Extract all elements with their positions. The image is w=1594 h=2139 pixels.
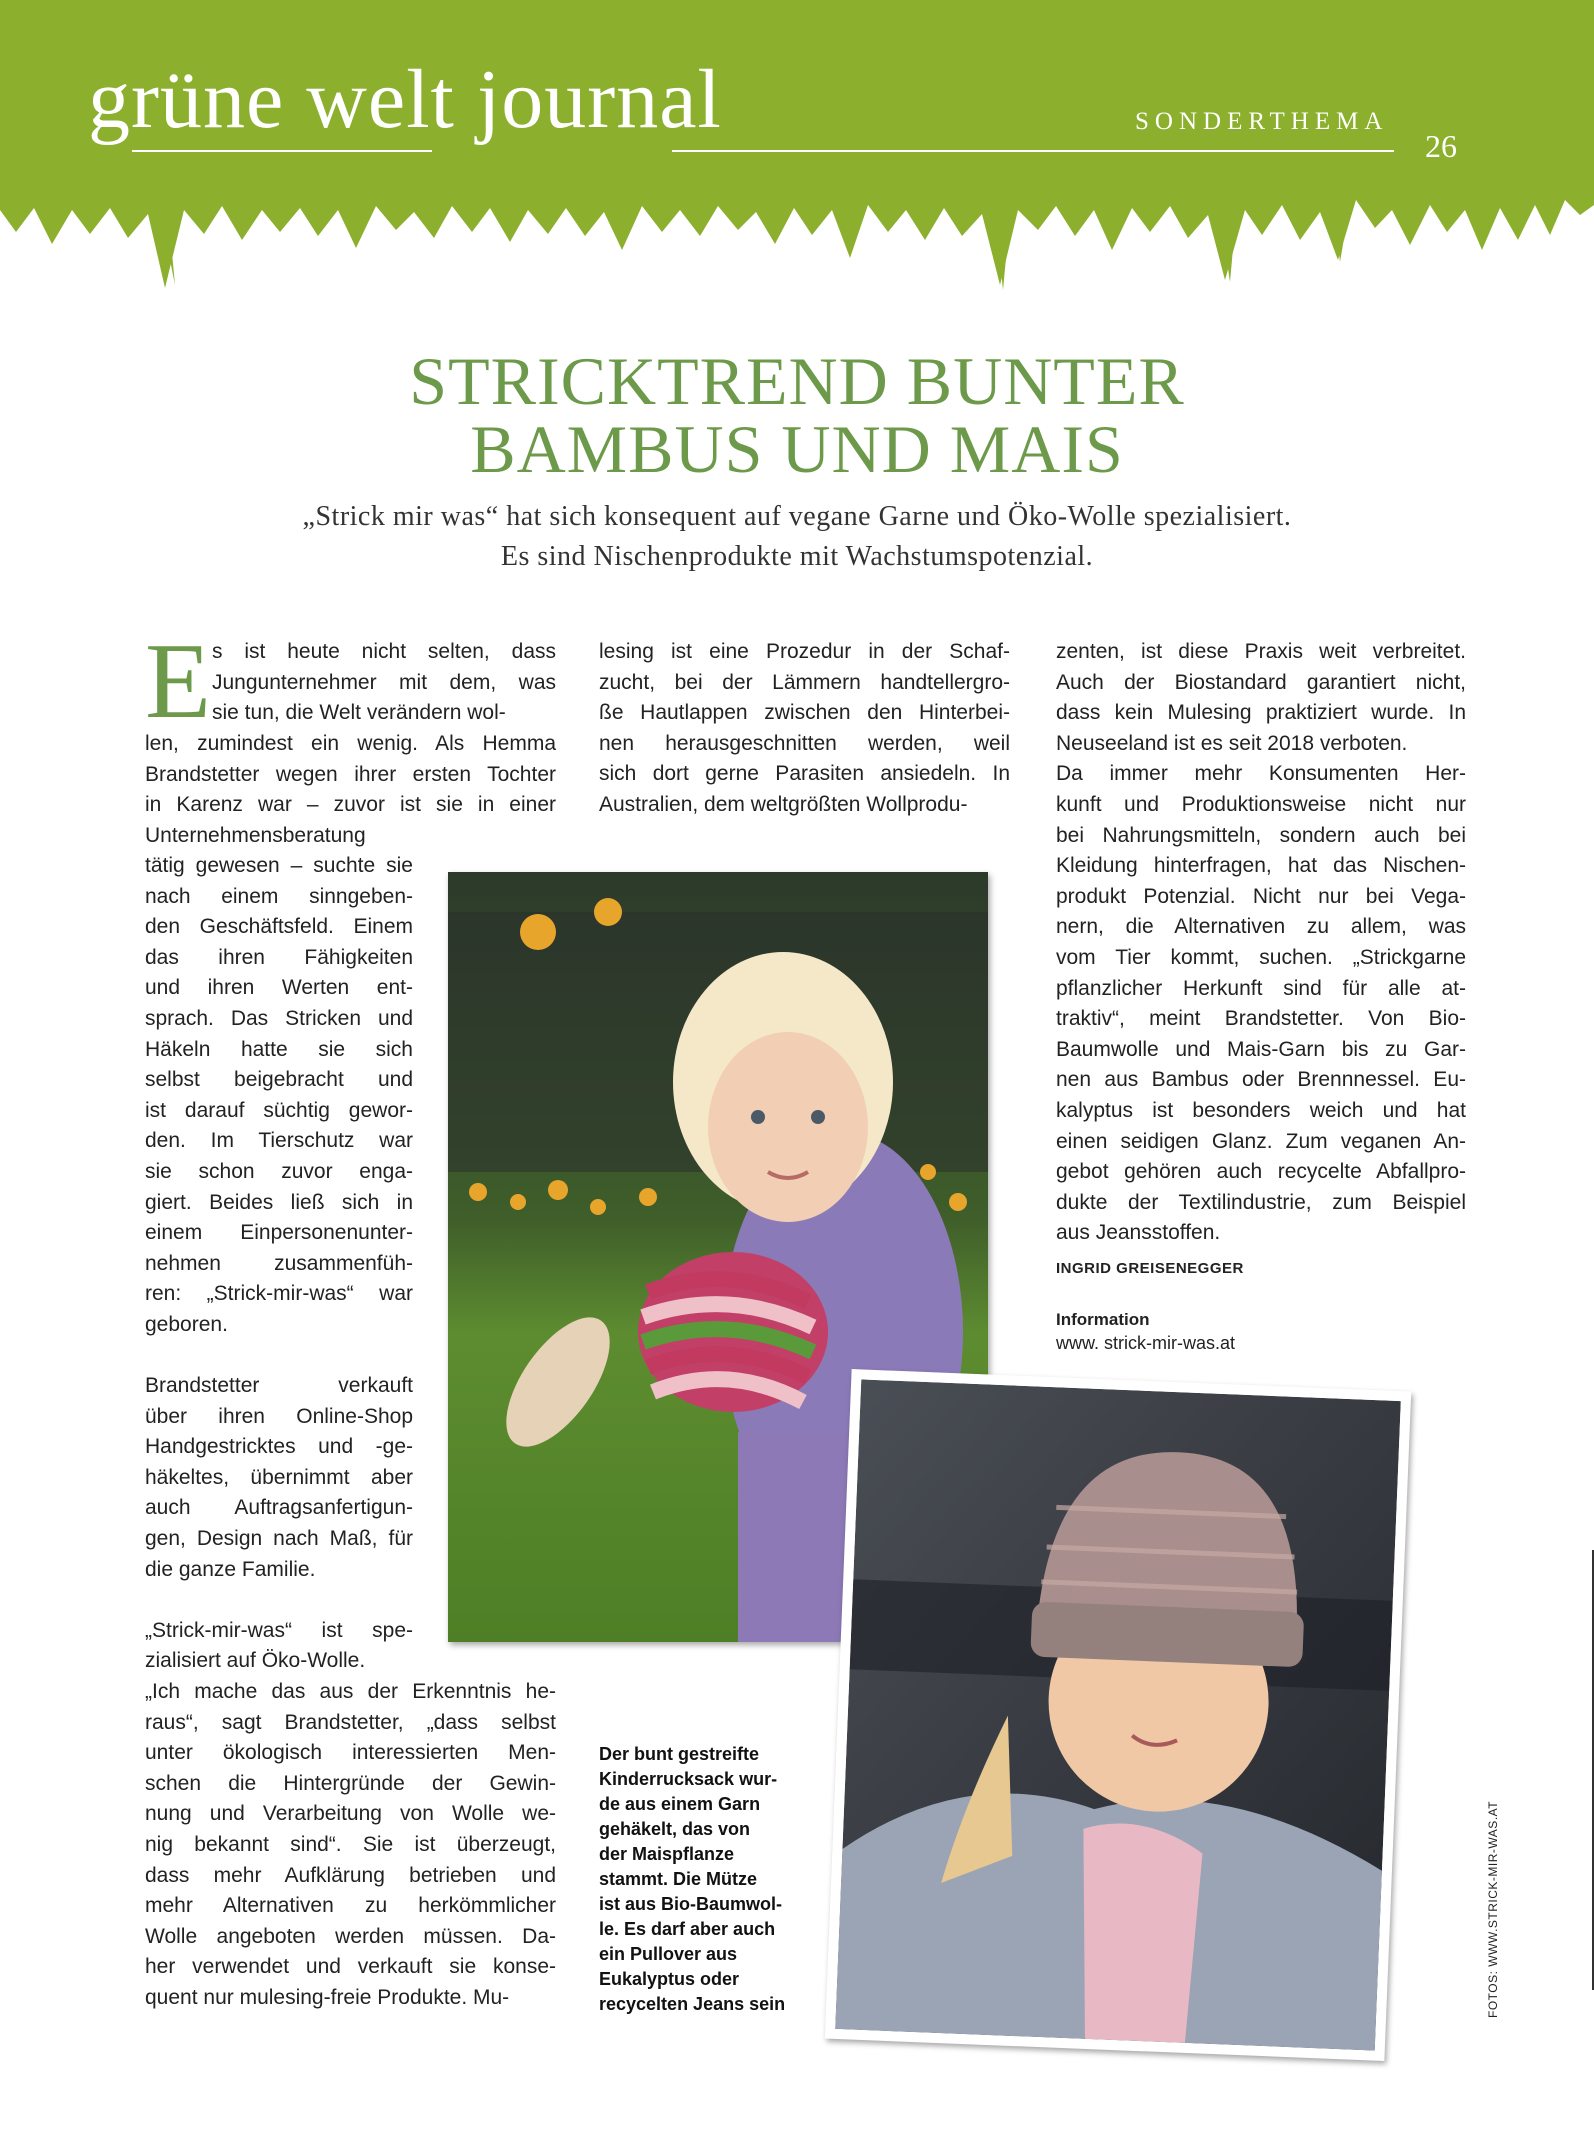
- text-line: Brandstetter wegen ihrer ersten Tochter: [145, 762, 556, 786]
- column-2: [599, 637, 1010, 821]
- text-line: kunft und Produktionsweise nicht nur: [1056, 792, 1466, 816]
- text-line: nehmen zusammenfüh-: [145, 1251, 413, 1275]
- text-line: geboren.: [145, 1312, 228, 1336]
- column-1-bottom: [145, 1677, 556, 2014]
- info-label: Information: [1056, 1310, 1150, 1329]
- text-line: nung und Verarbeitung von Wolle we-: [145, 1802, 556, 1826]
- text-line: Neuseeland ist es seit 2018 verboten.: [1056, 731, 1408, 755]
- text-line: ße Hautlappen zwischen den Hinterbei-: [599, 701, 1010, 725]
- caption-line: de aus einem Garn: [599, 1794, 761, 1814]
- text-line: die ganze Familie.: [145, 1557, 316, 1581]
- text-line: Jungunternehmer mit dem, was: [212, 670, 556, 694]
- text-line: bei Nahrungsmitteln, sondern auch bei: [1056, 823, 1466, 847]
- text-line: das ihren Fähigkeiten: [145, 945, 413, 969]
- text-line: sich dort gerne Parasiten ansiedeln. In: [599, 762, 1010, 786]
- text-line: nen aus Bambus oder Brennnessel. Eu-: [1056, 1068, 1466, 1092]
- text-line: Unternehmensberatung: [145, 823, 366, 847]
- photo-child-beanie: [825, 1369, 1411, 2061]
- headline-line-1: STRICKTREND BUNTER: [409, 343, 1185, 419]
- photo-caption: [599, 1742, 814, 2017]
- journal-underline: [132, 150, 432, 152]
- text-line: gebot gehören auch recycelte Abfallpro-: [1056, 1160, 1466, 1184]
- text-line: zenten, ist diese Praxis weit verbreitet.: [1056, 640, 1466, 663]
- text-line: Kleidung hinterfragen, hat das Nischen-: [1056, 854, 1466, 878]
- text-line: Handgestricktes und -ge-: [145, 1435, 413, 1459]
- caption-line: stammt. Die Mütze: [599, 1869, 758, 1889]
- text-line: len, zumindest ein wenig. Als Hemma: [145, 732, 556, 755]
- text-line: vom Tier kommt, suchen. „Strickgarne: [1056, 945, 1466, 969]
- journal-title: grüne welt journal: [88, 53, 722, 146]
- text-line: „Strick-mir-was“ ist spe-: [145, 1618, 413, 1642]
- text-line: sprach. Das Stricken und: [145, 1006, 413, 1030]
- text-line: pflanzlicher Herkunft sind für alle at-: [1056, 976, 1466, 1000]
- caption-line: le. Es darf aber auch: [599, 1919, 776, 1939]
- text-line: Baumwolle und Mais-Garn bis zu Gar-: [1056, 1037, 1466, 1061]
- text-line: her verwendet und verkauft sie konse-: [145, 1955, 556, 1979]
- text-line: lesing ist eine Prozedur in der Schaf-: [599, 640, 1010, 663]
- text-line: Australien, dem weltgrößten Wollprodu-: [599, 792, 968, 816]
- text-line: schen die Hintergründe der Gewin-: [145, 1771, 556, 1795]
- photo-child-beanie-art: [835, 1379, 1401, 2050]
- page-number: 26: [1425, 128, 1457, 164]
- text-line: den. Im Tierschutz war: [145, 1129, 413, 1153]
- text-line: nig bekannt sind“. Sie ist überzeugt,: [145, 1832, 556, 1856]
- text-line: in Karenz war – zuvor ist sie in einer: [145, 793, 556, 817]
- text-line: gen, Design nach Maß, für: [145, 1527, 413, 1551]
- column-1-top: [212, 637, 556, 729]
- text-line: aus Jeansstoffen.: [1056, 1221, 1221, 1245]
- drop-cap: E: [145, 622, 211, 741]
- photo-credit: FOTOS: WWW.STRICK-MIR-WAS.AT: [1486, 1800, 1500, 2018]
- caption-line: Kinderrucksack wur-: [599, 1769, 778, 1789]
- author-byline: INGRID GREISENEGGER: [1056, 1260, 1244, 1277]
- text-line: „Ich mache das aus der Erkenntnis he-: [145, 1680, 556, 1703]
- info-link[interactable]: www. strick-mir-was.at: [1056, 1333, 1235, 1353]
- text-line: quent nur mulesing-freie Produkte. Mu-: [145, 1985, 510, 2009]
- text-line: zucht, bei der Lämmern handtellergro-: [599, 670, 1010, 694]
- text-line: Brandstetter verkauft: [145, 1374, 413, 1398]
- text-line: nern, die Alternativen zu allem, was: [1056, 915, 1466, 939]
- text-line: tätig gewesen – suchte sie: [145, 854, 413, 877]
- caption-line: ein Pullover aus: [599, 1944, 738, 1964]
- text-line: mehr Alternativen zu herkömmlicher: [145, 1894, 556, 1918]
- text-line: Da immer mehr Konsumenten Her-: [1056, 762, 1466, 786]
- text-line: Wolle angeboten werden müssen. Da-: [145, 1924, 556, 1948]
- text-line: Häkeln hatte sie sich: [145, 1037, 413, 1061]
- text-line: einen seidigen Glanz. Zum veganen An-: [1056, 1129, 1466, 1153]
- caption-line: Der bunt gestreifte: [599, 1744, 760, 1764]
- lead-line-1: „Strick mir was“ hat sich konsequent auf vegane Garne und Öko-Wolle spezialisiert.: [302, 501, 1292, 532]
- text-line: sie schon zuvor enga-: [145, 1159, 413, 1183]
- text-line: den Geschäftsfeld. Einem: [145, 915, 413, 939]
- text-line: über ihren Online-Shop: [145, 1404, 413, 1428]
- text-line: produkt Potenzial. Nicht nur bei Vega-: [1056, 884, 1466, 908]
- headline-line-2: BAMBUS UND MAIS: [470, 411, 1124, 487]
- text-line: einem Einpersonenunter-: [145, 1221, 413, 1245]
- caption-line: Eukalyptus oder: [599, 1969, 740, 1989]
- text-line: giert. Beides ließ sich in: [145, 1190, 413, 1214]
- text-line: dass mehr Aufklärung betrieben und: [145, 1863, 556, 1887]
- text-line: auch Auftragsanfertigun-: [145, 1496, 413, 1520]
- text-line: [145, 1585, 413, 1616]
- text-line: traktiv“, meint Brandstetter. Von Bio-: [1056, 1007, 1466, 1031]
- caption-line: ist aus Bio-Baumwol-: [599, 1894, 783, 1914]
- column-1-narrow: [145, 851, 413, 1677]
- text-line: zialisiert auf Öko-Wolle.: [145, 1649, 366, 1673]
- text-line: [145, 1341, 413, 1372]
- text-line: kalyptus ist besonders weich und hat: [1056, 1098, 1466, 1122]
- text-line: unter ökologisch interessierten Men-: [145, 1741, 556, 1765]
- header-rule: [672, 150, 1394, 152]
- lead-line-2: Es sind Nischenprodukte mit Wachstumspotenzial.: [500, 541, 1094, 572]
- text-line: ist darauf süchtig gewor-: [145, 1098, 413, 1122]
- column-3: [1056, 637, 1466, 1249]
- text-line: und ihren Werten ent-: [145, 976, 413, 1000]
- caption-line: recycelten Jeans sein: [599, 1994, 786, 2014]
- text-line: nen herausgeschnitten werden, weil: [599, 731, 1010, 755]
- text-line: dass kein Mulesing praktiziert wurde. In: [1056, 701, 1466, 725]
- text-line: ren: „Strick-mir-was“ war: [145, 1282, 413, 1306]
- text-line: selbst beigebracht und: [145, 1068, 413, 1092]
- text-line: nach einem sinngeben-: [145, 884, 413, 908]
- journal-header: [0, 0, 1594, 300]
- caption-line: gehäkelt, das von: [599, 1819, 751, 1839]
- section-label: SONDERTHEMA: [1135, 108, 1389, 135]
- caption-line: der Maispflanze: [599, 1844, 735, 1864]
- text-line: Auch der Biostandard garantiert nicht,: [1056, 670, 1466, 694]
- text-line: dukte der Textilindustrie, zum Beispiel: [1056, 1190, 1466, 1214]
- text-line: raus“, sagt Brandstetter, „dass selbst: [145, 1710, 556, 1734]
- text-line: häkeltes, übernimmt aber: [145, 1465, 413, 1489]
- text-line: sie tun, die Welt verändern wol-: [212, 701, 506, 725]
- column-1-intro: [145, 729, 556, 851]
- text-line: s ist heute nicht selten, dass: [212, 640, 556, 663]
